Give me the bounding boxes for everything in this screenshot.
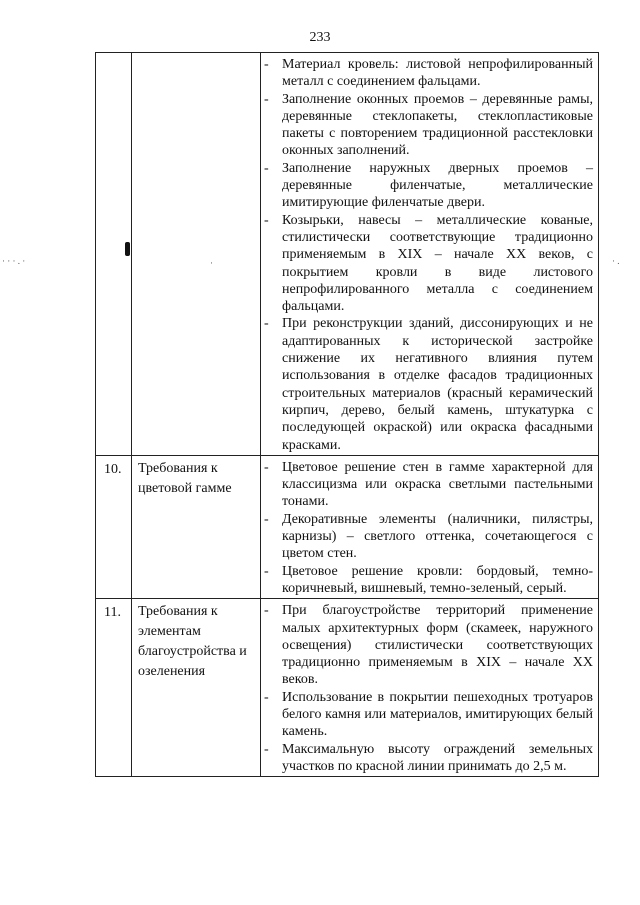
scan-artifact: · xyxy=(210,258,213,268)
row-requirements xyxy=(261,455,599,598)
scan-artifact: · · · . · xyxy=(2,256,26,266)
row-title: Требования к элементам благоустройства и озеленения xyxy=(132,599,261,777)
requirements-table xyxy=(95,52,599,777)
requirement-list xyxy=(261,599,598,776)
table-row xyxy=(96,53,599,456)
requirement-item: - При реконструкции зданий, диссонирующих и не адаптированных к исторической застройке снижение их негативного влияния путем использования в отделке фасадов традиционных строительных материалов (красный керамический кирпич, дерево, белый камень, штукатурка с последующей окраской) или окраска фасадными красками. xyxy=(261,315,593,453)
row-title xyxy=(132,53,261,456)
scan-artifact: · . xyxy=(612,256,620,266)
page-number: 233 xyxy=(309,30,331,45)
requirement-item: - Максимальную высоту ограждений земельных участков по красной линии принимать до 2,5 м. xyxy=(261,741,593,776)
table-row xyxy=(96,599,599,777)
row-requirements xyxy=(261,53,599,456)
requirement-item: - Заполнение оконных проемов – деревянные рамы, деревянные стеклопакеты, стеклопластиковые пакеты с повторением традиционной расстекловки оконных заполнений. xyxy=(261,91,593,160)
requirement-item: - Декоративные элементы (наличники, пилястры, карнизы) – светлого оттенка, сочетающегося с цветом стен. xyxy=(261,511,593,563)
requirement-list xyxy=(261,456,598,598)
row-number: 10. xyxy=(96,455,132,598)
requirement-item: - При благоустройстве территорий применение малых архитектурных форм (скамеек, наружного освещения) стилистически соответствующих традиционно применяемым в XIX – начале XX веков. xyxy=(261,602,593,688)
requirement-item: - Цветовое решение стен в гамме характерной для классицизма или окраска светлыми пастельными тонами. xyxy=(261,459,593,511)
requirement-item: - Использование в покрытии пешеходных тротуаров белого камня или материалов, имитирующих белый камень. xyxy=(261,689,593,741)
requirement-list xyxy=(261,53,598,455)
requirement-item: - Козырьки, навесы – металлические кованые, стилистически соответствующие традиционно применяемым в XIX – начале XX веков, с покрытием кровли в виде листового непрофилированного металла с соединением фальцами. xyxy=(261,212,593,316)
requirement-item: - Материал кровель: листовой непрофилированный металл с соединением фальцами. xyxy=(261,56,593,91)
requirement-item: - Заполнение наружных дверных проемов – деревянные филенчатые, металлические имитирующие филенчатые двери. xyxy=(261,160,593,212)
requirement-item: - Цветовое решение кровли: бордовый, темно-коричневый, вишневый, темно-зеленый, серый. xyxy=(261,563,593,598)
table-row xyxy=(96,455,599,598)
row-title: Требования к цветовой гамме xyxy=(132,455,261,598)
row-number: 11. xyxy=(96,599,132,777)
row-requirements xyxy=(261,599,599,777)
row-number xyxy=(96,53,132,456)
